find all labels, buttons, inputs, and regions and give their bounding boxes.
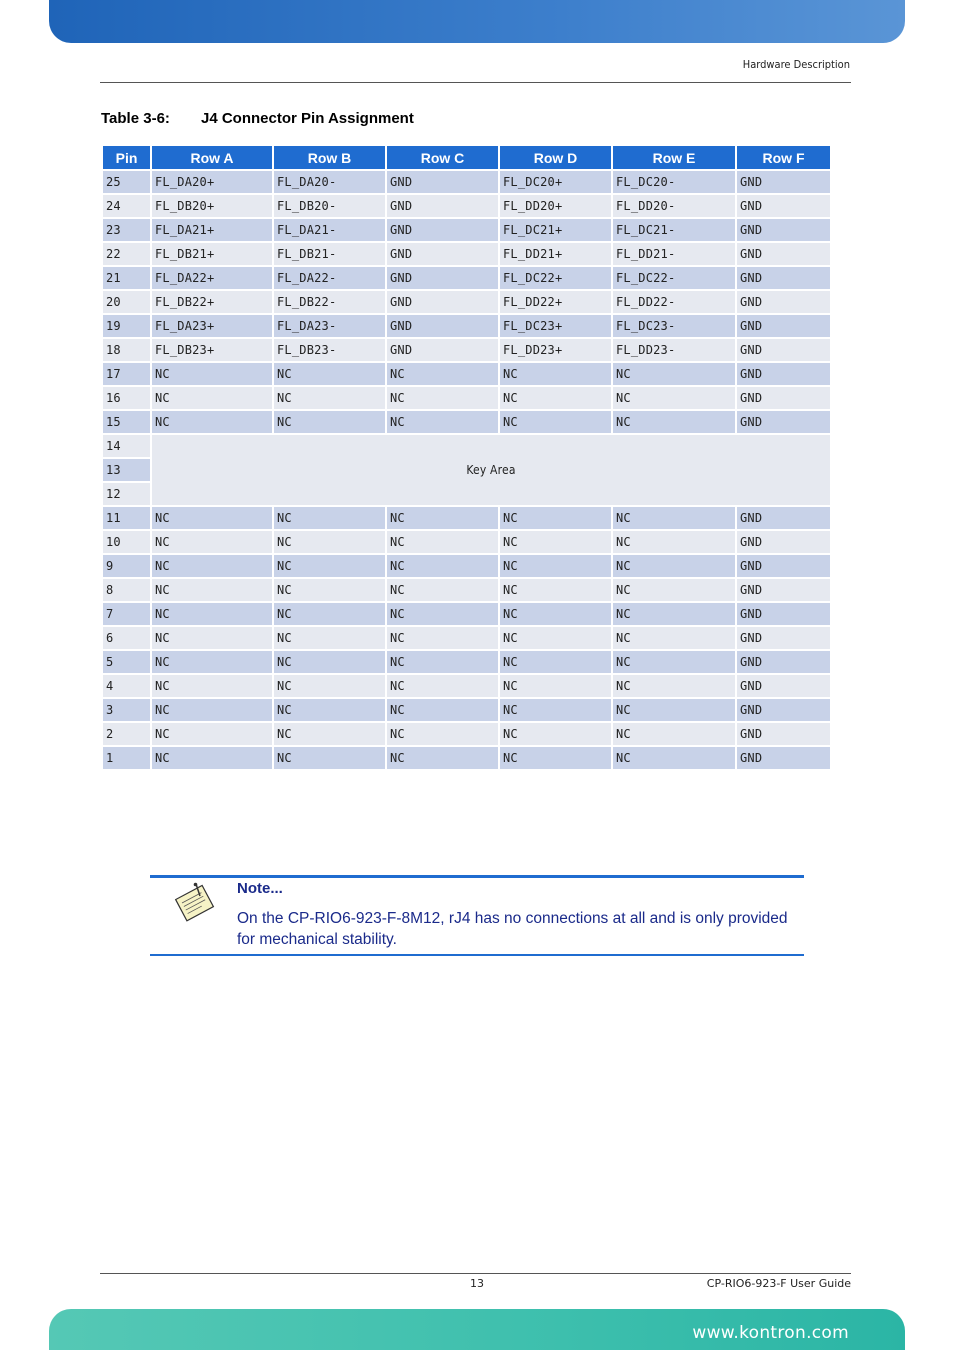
signal-cell: NC	[387, 363, 498, 385]
pin-number-cell: 17	[103, 363, 150, 385]
signal-cell: GND	[737, 651, 830, 673]
signal-cell: FL_DC23-	[613, 315, 735, 337]
signal-cell: NC	[152, 723, 272, 745]
signal-cell: GND	[387, 219, 498, 241]
pin-number-cell: 10	[103, 531, 150, 553]
column-header: Row C	[387, 146, 498, 169]
signal-cell: GND	[737, 195, 830, 217]
document-title: CP-RIO6-923-F User Guide	[706, 1277, 851, 1290]
signal-cell: FL_DC20+	[500, 171, 611, 193]
signal-cell: NC	[613, 675, 735, 697]
signal-cell: FL_DC21+	[500, 219, 611, 241]
pin-number-cell: 2	[103, 723, 150, 745]
pin-number-cell: 3	[103, 699, 150, 721]
signal-cell: GND	[737, 363, 830, 385]
table-row	[103, 699, 830, 721]
signal-cell: NC	[613, 627, 735, 649]
pin-number-cell: 24	[103, 195, 150, 217]
signal-cell: NC	[500, 723, 611, 745]
signal-cell: FL_DA23+	[152, 315, 272, 337]
signal-cell: NC	[613, 363, 735, 385]
bottom-banner	[49, 1309, 905, 1350]
signal-cell: NC	[500, 411, 611, 433]
signal-cell: NC	[274, 555, 385, 577]
signal-cell: NC	[500, 555, 611, 577]
signal-cell: FL_DA22-	[274, 267, 385, 289]
signal-cell: GND	[737, 267, 830, 289]
signal-cell: FL_DA22+	[152, 267, 272, 289]
table-caption-title: J4 Connector Pin Assignment	[201, 110, 414, 127]
signal-cell: NC	[500, 675, 611, 697]
pin-number-cell: 23	[103, 219, 150, 241]
table-row	[103, 531, 830, 553]
signal-cell: NC	[387, 507, 498, 529]
signal-cell: NC	[500, 507, 611, 529]
column-header: Row A	[152, 146, 272, 169]
signal-cell: FL_DC22-	[613, 267, 735, 289]
signal-cell: GND	[737, 699, 830, 721]
table-row	[103, 315, 830, 337]
signal-cell: NC	[152, 651, 272, 673]
signal-cell: NC	[500, 603, 611, 625]
signal-cell: NC	[152, 531, 272, 553]
pin-number-cell: 1	[103, 747, 150, 769]
page-number: 13	[470, 1277, 484, 1290]
signal-cell: NC	[500, 531, 611, 553]
signal-cell: FL_DB20+	[152, 195, 272, 217]
signal-cell: GND	[737, 411, 830, 433]
website-link[interactable]: www.kontron.com	[692, 1323, 849, 1343]
table-row	[103, 507, 830, 529]
signal-cell: NC	[387, 699, 498, 721]
signal-cell: GND	[737, 219, 830, 241]
table-body	[103, 171, 830, 769]
signal-cell: NC	[387, 531, 498, 553]
signal-cell: GND	[737, 339, 830, 361]
table-row	[103, 291, 830, 313]
signal-cell: NC	[613, 531, 735, 553]
signal-cell: FL_DB23-	[274, 339, 385, 361]
pin-number-cell: 11	[103, 507, 150, 529]
pin-number-cell: 22	[103, 243, 150, 265]
column-header: Row F	[737, 146, 830, 169]
signal-cell: FL_DB21+	[152, 243, 272, 265]
signal-cell: NC	[152, 747, 272, 769]
note-text: On the CP-RIO6-923-F-8M12, rJ4 has no connections at all and is only provided for mechanical stability.	[237, 910, 788, 948]
signal-cell: NC	[387, 747, 498, 769]
pin-number-cell: 13	[103, 459, 150, 481]
signal-cell: NC	[613, 747, 735, 769]
top-banner	[49, 0, 905, 43]
table-row	[103, 243, 830, 265]
signal-cell: NC	[613, 699, 735, 721]
signal-cell: FL_DD22+	[500, 291, 611, 313]
pin-number-cell: 20	[103, 291, 150, 313]
table-row	[103, 579, 830, 601]
signal-cell: NC	[152, 699, 272, 721]
pin-number-cell: 8	[103, 579, 150, 601]
signal-cell: NC	[387, 675, 498, 697]
signal-cell: FL_DC22+	[500, 267, 611, 289]
table-row	[103, 363, 830, 385]
signal-cell: FL_DB21-	[274, 243, 385, 265]
signal-cell: NC	[387, 387, 498, 409]
signal-cell: NC	[274, 531, 385, 553]
signal-cell: NC	[274, 651, 385, 673]
pin-number-cell: 7	[103, 603, 150, 625]
signal-cell: GND	[737, 291, 830, 313]
signal-cell: NC	[152, 627, 272, 649]
signal-cell: GND	[387, 339, 498, 361]
table-row	[103, 627, 830, 649]
signal-cell: FL_DB22-	[274, 291, 385, 313]
table-row	[103, 435, 830, 457]
pin-number-cell: 19	[103, 315, 150, 337]
table-row	[103, 723, 830, 745]
signal-cell: FL_DA20+	[152, 171, 272, 193]
signal-cell: NC	[274, 387, 385, 409]
signal-cell: NC	[274, 363, 385, 385]
signal-cell: NC	[387, 627, 498, 649]
signal-cell: NC	[274, 507, 385, 529]
key-area-cell: Key Area	[152, 435, 830, 505]
signal-cell: NC	[387, 603, 498, 625]
table-row	[103, 651, 830, 673]
signal-cell: FL_DC20-	[613, 171, 735, 193]
signal-cell: GND	[737, 387, 830, 409]
note-box	[150, 875, 804, 956]
signal-cell: NC	[613, 579, 735, 601]
table-row	[103, 747, 830, 769]
table-row	[103, 411, 830, 433]
signal-cell: NC	[387, 411, 498, 433]
signal-cell: GND	[737, 171, 830, 193]
signal-cell: NC	[274, 675, 385, 697]
table-row	[103, 555, 830, 577]
signal-cell: NC	[152, 363, 272, 385]
signal-cell: FL_DA20-	[274, 171, 385, 193]
signal-cell: GND	[737, 675, 830, 697]
signal-cell: NC	[613, 603, 735, 625]
pin-number-cell: 18	[103, 339, 150, 361]
signal-cell: GND	[737, 579, 830, 601]
table-row	[103, 171, 830, 193]
signal-cell: NC	[274, 411, 385, 433]
signal-cell: NC	[387, 651, 498, 673]
signal-cell: NC	[613, 507, 735, 529]
table-row	[103, 675, 830, 697]
signal-cell: FL_DD20+	[500, 195, 611, 217]
signal-cell: NC	[613, 555, 735, 577]
signal-cell: NC	[500, 699, 611, 721]
pin-number-cell: 5	[103, 651, 150, 673]
signal-cell: FL_DB23+	[152, 339, 272, 361]
pin-assignment-table	[101, 144, 832, 771]
signal-cell: FL_DD23+	[500, 339, 611, 361]
signal-cell: FL_DC21-	[613, 219, 735, 241]
section-label: Hardware Description	[742, 58, 850, 71]
signal-cell: FL_DA23-	[274, 315, 385, 337]
table-row	[103, 195, 830, 217]
signal-cell: GND	[387, 171, 498, 193]
pin-number-cell: 14	[103, 435, 150, 457]
signal-cell: NC	[613, 387, 735, 409]
column-header: Row E	[613, 146, 735, 169]
signal-cell: NC	[387, 579, 498, 601]
signal-cell: GND	[737, 531, 830, 553]
column-header: Row B	[274, 146, 385, 169]
signal-cell: FL_DD20-	[613, 195, 735, 217]
header-rule	[100, 82, 851, 83]
signal-cell: NC	[152, 555, 272, 577]
note-pad-icon	[172, 882, 218, 926]
signal-cell: NC	[274, 723, 385, 745]
signal-cell: GND	[737, 627, 830, 649]
signal-cell: NC	[152, 579, 272, 601]
signal-cell: NC	[152, 603, 272, 625]
signal-cell: FL_DA21-	[274, 219, 385, 241]
signal-cell: NC	[613, 723, 735, 745]
table-caption-number: Table 3-6:	[101, 110, 170, 127]
footer-rule	[100, 1273, 851, 1274]
signal-cell: NC	[500, 387, 611, 409]
signal-cell: NC	[500, 651, 611, 673]
table-row	[103, 339, 830, 361]
table-row	[103, 267, 830, 289]
signal-cell: NC	[500, 747, 611, 769]
signal-cell: NC	[500, 579, 611, 601]
signal-cell: NC	[152, 411, 272, 433]
signal-cell: GND	[737, 723, 830, 745]
pin-number-cell: 12	[103, 483, 150, 505]
signal-cell: GND	[387, 291, 498, 313]
pin-number-cell: 21	[103, 267, 150, 289]
signal-cell: NC	[152, 507, 272, 529]
signal-cell: NC	[387, 555, 498, 577]
signal-cell: GND	[737, 747, 830, 769]
signal-cell: GND	[737, 315, 830, 337]
signal-cell: NC	[387, 723, 498, 745]
signal-cell: FL_DD21-	[613, 243, 735, 265]
signal-cell: NC	[274, 627, 385, 649]
table-caption	[101, 110, 414, 127]
table-header-row	[103, 146, 830, 169]
signal-cell: NC	[274, 579, 385, 601]
pin-number-cell: 16	[103, 387, 150, 409]
signal-cell: GND	[387, 267, 498, 289]
signal-cell: FL_DC23+	[500, 315, 611, 337]
table-row	[103, 387, 830, 409]
signal-cell: GND	[387, 243, 498, 265]
signal-cell: NC	[274, 747, 385, 769]
signal-cell: GND	[387, 195, 498, 217]
signal-cell: GND	[737, 243, 830, 265]
pin-number-cell: 4	[103, 675, 150, 697]
pin-number-cell: 15	[103, 411, 150, 433]
signal-cell: NC	[613, 411, 735, 433]
signal-cell: NC	[152, 675, 272, 697]
signal-cell: FL_DD21+	[500, 243, 611, 265]
column-header: Row D	[500, 146, 611, 169]
column-header: Pin	[103, 146, 150, 169]
signal-cell: NC	[152, 387, 272, 409]
table-row	[103, 219, 830, 241]
signal-cell: NC	[274, 699, 385, 721]
signal-cell: FL_DA21+	[152, 219, 272, 241]
pin-number-cell: 9	[103, 555, 150, 577]
signal-cell: NC	[274, 603, 385, 625]
table-row	[103, 603, 830, 625]
signal-cell: FL_DD23-	[613, 339, 735, 361]
signal-cell: FL_DD22-	[613, 291, 735, 313]
signal-cell: FL_DB20-	[274, 195, 385, 217]
pin-number-cell: 25	[103, 171, 150, 193]
signal-cell: GND	[737, 603, 830, 625]
signal-cell: NC	[613, 651, 735, 673]
signal-cell: FL_DB22+	[152, 291, 272, 313]
signal-cell: GND	[737, 555, 830, 577]
signal-cell: NC	[500, 627, 611, 649]
signal-cell: NC	[500, 363, 611, 385]
signal-cell: GND	[387, 315, 498, 337]
note-title: Note...	[237, 880, 283, 897]
pin-number-cell: 6	[103, 627, 150, 649]
signal-cell: GND	[737, 507, 830, 529]
